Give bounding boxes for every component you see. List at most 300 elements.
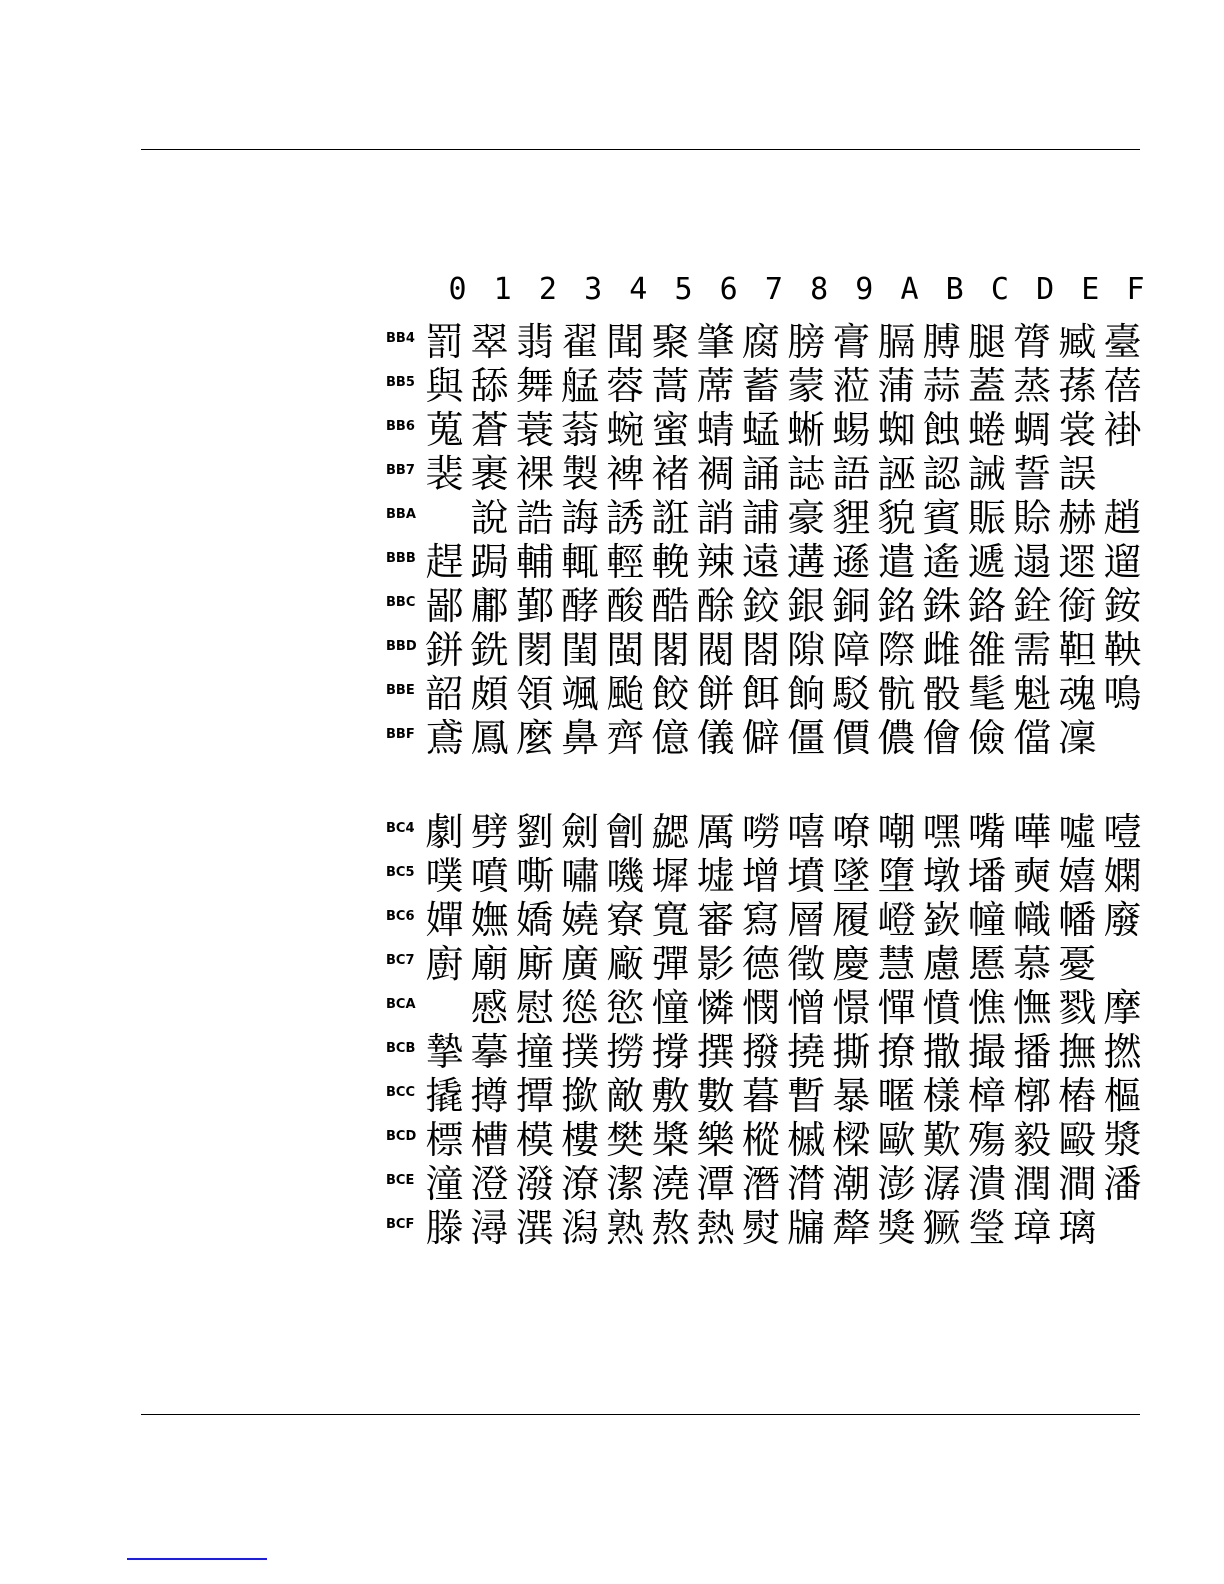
char-cell: 暫 [787,1074,826,1118]
row-code-label: BCD [386,1129,417,1144]
char-cell: 慼 [470,986,509,1030]
char-cell: 劍 [561,810,600,854]
char-cell: 嬈 [561,898,600,942]
row-code-label: BCF [386,1217,415,1232]
char-cell: 撲 [561,1030,600,1074]
char-cell: 褚 [651,452,690,496]
char-cell: 撞 [515,1030,554,1074]
char-cell: 潛 [741,1162,780,1206]
char-cell: 慮 [922,942,961,986]
char-cell: 誘 [606,496,645,540]
char-cell: 颱 [606,672,645,716]
char-cell: 銓 [1013,584,1052,628]
char-cell: 跼 [470,540,509,584]
char-cell: 餃 [651,672,690,716]
char-cell: 褂 [1103,408,1142,452]
char-cell: 腿 [967,320,1006,364]
char-cell: 慝 [967,942,1006,986]
char-cell: 翠 [470,320,509,364]
row-code-label: BB6 [386,419,415,434]
char-cell: 幢 [967,898,1006,942]
char-cell: 墩 [922,854,961,898]
char-cell: 劊 [606,810,645,854]
char-cell: 暮 [741,1074,780,1118]
char-cell: 澗 [1058,1162,1097,1206]
char-cell: 墦 [967,854,1006,898]
char-cell: 嶝 [877,898,916,942]
char-cell: 遞 [967,540,1006,584]
column-header: A [900,272,919,307]
char-cell: 廟 [470,942,509,986]
row-code-label: BB4 [386,331,415,346]
char-cell: 誡 [967,452,1006,496]
char-cell: 蓀 [1058,364,1097,408]
char-cell: 潘 [1103,1162,1142,1206]
char-cell: 滕 [425,1206,464,1250]
char-cell: 憫 [741,986,780,1030]
char-cell: 潑 [515,1162,554,1206]
char-cell: 誣 [877,452,916,496]
char-cell: 潯 [470,1206,509,1250]
char-cell: 誤 [1058,452,1097,496]
char-cell: 嬋 [425,898,464,942]
char-cell: 輔 [515,540,554,584]
char-cell: 撓 [787,1030,826,1074]
char-cell: 颯 [561,672,600,716]
char-cell: 舞 [515,364,554,408]
row-code-label: BCB [386,1041,416,1056]
char-cell: 噴 [470,854,509,898]
char-cell: 樁 [1058,1074,1097,1118]
char-cell: 蓉 [606,364,645,408]
char-cell: 鼻 [561,716,600,760]
char-cell: 誧 [741,496,780,540]
char-cell: 槳 [651,1118,690,1162]
column-header: 1 [493,272,512,307]
char-cell: 膈 [877,320,916,364]
char-cell: 輓 [651,540,690,584]
column-header: 8 [810,272,829,307]
char-cell: 嘮 [741,810,780,854]
char-cell: 噗 [425,854,464,898]
char-cell: 齊 [606,716,645,760]
row-code-label: BCA [386,997,416,1012]
char-cell: 璃 [1058,1206,1097,1250]
char-cell: 槭 [787,1118,826,1162]
char-cell: 撈 [606,1030,645,1074]
char-cell: 劇 [425,810,464,854]
char-cell: 銑 [470,628,509,672]
char-cell: 鄞 [515,584,554,628]
char-cell: 槽 [470,1118,509,1162]
char-cell: 墜 [832,854,871,898]
char-cell: 貍 [832,496,871,540]
char-cell: 澄 [470,1162,509,1206]
char-cell: 誦 [741,452,780,496]
char-cell: 潼 [425,1162,464,1206]
row-code-label: BCC [386,1085,415,1100]
char-cell: 撰 [696,1030,735,1074]
char-cell: 聞 [606,320,645,364]
char-cell: 閩 [606,628,645,672]
char-cell: 噓 [1058,810,1097,854]
char-cell: 膏 [832,320,871,364]
char-cell: 墀 [651,854,690,898]
char-cell: 閨 [561,628,600,672]
char-cell: 澎 [877,1162,916,1206]
char-cell: 寫 [741,898,780,942]
char-cell: 銅 [832,584,871,628]
char-cell: 酵 [561,584,600,628]
char-cell: 儀 [696,716,735,760]
char-cell: 蒲 [877,364,916,408]
column-header: 6 [719,272,738,307]
char-cell: 輕 [606,540,645,584]
char-cell: 蜴 [832,408,871,452]
char-cell: 撐 [651,1030,690,1074]
char-cell: 蓓 [1103,364,1142,408]
char-cell [1100,942,1145,986]
char-cell: 頗 [470,672,509,716]
char-cell: 儂 [877,716,916,760]
char-cell: 播 [1013,1030,1052,1074]
char-cell: 憚 [877,986,916,1030]
char-cell: 閥 [696,628,735,672]
char-cell: 領 [515,672,554,716]
char-cell: 撢 [515,1074,554,1118]
char-cell: 潦 [561,1162,600,1206]
char-cell: 獗 [922,1206,961,1250]
char-cell: 餌 [741,672,780,716]
char-cell: 澆 [651,1162,690,1206]
char-cell: 慕 [1013,942,1052,986]
char-cell: 寬 [651,898,690,942]
char-cell: 潰 [967,1162,1006,1206]
char-cell: 製 [561,452,600,496]
char-cell: 誌 [787,452,826,496]
column-header: F [1126,272,1145,307]
char-cell: 潠 [515,1206,554,1250]
row-code-label: BBD [386,639,417,654]
footer-link-underline [127,1558,267,1560]
row-code-label: BC5 [386,865,415,880]
char-cell: 撫 [1058,1030,1097,1074]
char-cell: 摹 [470,1030,509,1074]
char-cell: 鉼 [425,628,464,672]
char-cell: 遛 [1103,540,1142,584]
char-cell: 閤 [741,628,780,672]
char-cell: 嘹 [832,810,871,854]
char-cell: 儅 [1013,716,1052,760]
char-cell: 翟 [561,320,600,364]
char-cell [1100,452,1145,496]
char-cell: 慶 [832,942,871,986]
char-cell: 銘 [877,584,916,628]
char-cell: 肇 [696,320,735,364]
char-cell [1100,716,1145,760]
row-code-label: BBB [386,551,416,566]
char-cell: 遠 [741,540,780,584]
char-cell: 誨 [561,496,600,540]
char-cell: 蜻 [696,408,735,452]
char-cell: 嘴 [967,810,1006,854]
char-cell: 骰 [922,672,961,716]
char-cell: 魂 [1058,672,1097,716]
row-code-label: BB7 [386,463,415,478]
char-cell: 撙 [470,1074,509,1118]
char-cell: 噎 [1103,810,1142,854]
char-cell: 毅 [1013,1118,1052,1162]
char-cell: 蒜 [922,364,961,408]
char-cell: 銨 [1103,584,1142,628]
char-cell: 臧 [1058,320,1097,364]
char-cell: 遘 [787,540,826,584]
char-cell: 撮 [967,1030,1006,1074]
char-cell: 嘰 [606,854,645,898]
char-cell: 憔 [967,986,1006,1030]
row-code-label: BBE [386,683,415,698]
char-cell: 勰 [651,810,690,854]
char-cell: 蒐 [425,408,464,452]
char-cell: 履 [832,898,871,942]
char-cell: 廢 [1103,898,1142,942]
char-cell: 酴 [696,584,735,628]
char-cell: 價 [832,716,871,760]
char-cell: 麼 [515,716,554,760]
char-cell: 德 [741,942,780,986]
char-cell: 嘯 [561,854,600,898]
char-cell: 敷 [651,1074,690,1118]
char-cell: 幡 [1058,898,1097,942]
char-cell: 儈 [922,716,961,760]
char-cell: 閣 [651,628,690,672]
char-cell: 誚 [696,496,735,540]
char-cell: 膀 [787,320,826,364]
char-cell: 誑 [651,496,690,540]
char-cell: 嘶 [515,854,554,898]
char-cell: 摩 [1103,986,1142,1030]
char-cell: 蓑 [515,408,554,452]
char-cell: 潭 [696,1162,735,1206]
char-cell: 厲 [696,810,735,854]
char-cell: 雒 [967,628,1006,672]
char-cell: 賓 [922,496,961,540]
char-cell: 嘲 [877,810,916,854]
column-header: B [945,272,964,307]
char-cell: 漿 [1103,1118,1142,1162]
char-cell: 數 [696,1074,735,1118]
char-cell: 遝 [1058,540,1097,584]
char-cell: 撒 [922,1030,961,1074]
char-cell: 潔 [606,1162,645,1206]
char-cell: 熟 [606,1206,645,1250]
char-cell: 靼 [1058,628,1097,672]
char-cell: 膊 [922,320,961,364]
char-cell: 酸 [606,584,645,628]
row-code-label: BBC [386,595,416,610]
char-cell: 墟 [696,854,735,898]
char-cell: 與 [425,364,464,408]
char-cell: 影 [696,942,735,986]
char-cell: 憎 [787,986,826,1030]
char-cell: 需 [1013,628,1052,672]
char-cell: 瑩 [967,1206,1006,1250]
char-cell: 嘻 [787,810,826,854]
char-cell: 蜢 [741,408,780,452]
char-cell: 牖 [787,1206,826,1250]
char-cell: 嬌 [515,898,554,942]
char-cell: 蝕 [922,408,961,452]
char-cell: 裸 [515,452,554,496]
char-cell: 幟 [1013,898,1052,942]
char-cell: 慫 [561,986,600,1030]
char-cell: 潺 [922,1162,961,1206]
char-cell: 裨 [606,452,645,496]
char-cell: 豪 [787,496,826,540]
char-cell: 誓 [1013,452,1052,496]
char-cell: 赫 [1058,496,1097,540]
char-cell: 蜥 [787,408,826,452]
char-cell: 駁 [832,672,871,716]
char-cell: 潮 [832,1162,871,1206]
char-cell: 樟 [967,1074,1006,1118]
char-cell: 賑 [967,496,1006,540]
char-cell: 說 [470,496,509,540]
char-cell: 蓊 [561,408,600,452]
column-header: C [990,272,1009,307]
char-cell: 熬 [651,1206,690,1250]
row-code-label: BBA [386,507,416,522]
char-cell: 骯 [877,672,916,716]
row-code-label: BC7 [386,953,415,968]
char-cell: 劉 [515,810,554,854]
char-cell: 潸 [787,1162,826,1206]
char-cell: 餅 [696,672,735,716]
char-cell: 撥 [741,1030,780,1074]
char-cell: 銀 [787,584,826,628]
char-cell: 翡 [515,320,554,364]
char-cell: 凜 [1058,716,1097,760]
char-cell: 裹 [470,452,509,496]
char-cell: 模 [515,1118,554,1162]
char-cell: 歎 [922,1118,961,1162]
row-code-label: BBF [386,727,415,742]
char-cell: 撚 [1103,1030,1142,1074]
char-cell: 標 [425,1118,464,1162]
char-cell: 憮 [1013,986,1052,1030]
row-code-label: BC4 [386,821,415,836]
char-cell: 毆 [1058,1118,1097,1162]
char-cell: 戮 [1058,986,1097,1030]
char-cell: 裯 [696,452,735,496]
char-cell: 蒸 [1013,364,1052,408]
char-cell: 隙 [787,628,826,672]
char-cell: 徵 [787,942,826,986]
char-cell: 嫻 [1103,854,1142,898]
char-cell: 遣 [877,540,916,584]
char-cell: 遜 [832,540,871,584]
char-cell: 樣 [922,1074,961,1118]
char-cell: 鳴 [1103,672,1142,716]
char-cell: 暱 [877,1074,916,1118]
char-cell: 僻 [741,716,780,760]
char-cell: 舔 [470,364,509,408]
char-cell [1100,1206,1145,1250]
column-header: 7 [764,272,783,307]
char-cell: 裴 [425,452,464,496]
char-cell: 歐 [877,1118,916,1162]
char-cell: 樊 [606,1118,645,1162]
header-rule [141,149,1140,150]
char-cell: 樅 [741,1118,780,1162]
char-cell: 撬 [425,1074,464,1118]
char-cell [422,496,467,540]
char-cell: 趕 [425,540,464,584]
char-cell: 璋 [1013,1206,1052,1250]
char-cell: 蜩 [1013,408,1052,452]
column-header: 5 [674,272,693,307]
char-cell: 蒼 [470,408,509,452]
column-header: D [1036,272,1055,307]
char-cell: 語 [832,452,871,496]
column-header: 9 [855,272,874,307]
column-header: E [1081,272,1100,307]
char-cell: 僵 [787,716,826,760]
char-cell: 艋 [561,364,600,408]
char-cell: 魁 [1013,672,1052,716]
char-cell: 際 [877,628,916,672]
char-cell: 墳 [787,854,826,898]
char-cell: 蜷 [967,408,1006,452]
char-cell: 獎 [877,1206,916,1250]
char-cell: 嬉 [1058,854,1097,898]
char-cell: 鞅 [1103,628,1142,672]
char-cell: 障 [832,628,871,672]
char-cell: 審 [696,898,735,942]
char-cell: 腐 [741,320,780,364]
char-cell: 撳 [561,1074,600,1118]
char-cell: 嘩 [1013,810,1052,854]
char-cell: 蜜 [651,408,690,452]
char-cell: 增 [741,854,780,898]
char-cell: 撕 [832,1030,871,1074]
char-cell: 銜 [1058,584,1097,628]
char-cell: 熨 [741,1206,780,1250]
char-cell: 臺 [1103,320,1142,364]
char-cell: 彈 [651,942,690,986]
char-cell: 摯 [425,1030,464,1074]
char-cell: 蓄 [741,364,780,408]
char-cell: 鉻 [967,584,1006,628]
char-cell: 裳 [1058,408,1097,452]
char-cell: 憤 [922,986,961,1030]
char-cell: 遢 [1013,540,1052,584]
char-cell: 廚 [425,942,464,986]
char-cell: 誥 [515,496,554,540]
char-cell: 廠 [606,942,645,986]
char-cell: 蒙 [787,364,826,408]
footer-rule [141,1414,1140,1415]
char-cell: 億 [651,716,690,760]
char-cell: 鳳 [470,716,509,760]
char-cell [422,986,467,1030]
row-code-label: BB5 [386,375,415,390]
char-cell: 熱 [696,1206,735,1250]
char-cell: 潤 [1013,1162,1052,1206]
char-cell: 樞 [1103,1074,1142,1118]
char-cell: 層 [787,898,826,942]
row-code-label: BCE [386,1173,415,1188]
